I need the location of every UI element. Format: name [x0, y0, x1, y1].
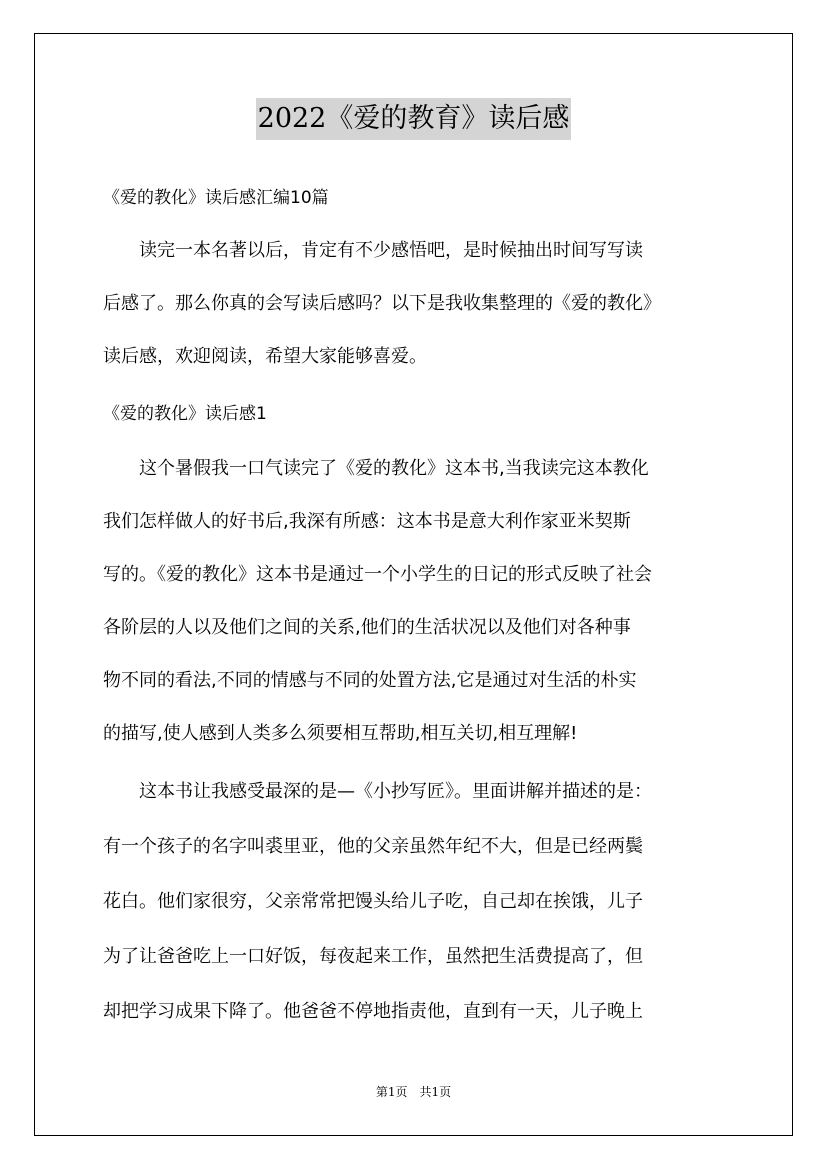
paragraph-line: 有一个孩子的名字叫裘里亚，他的父亲虽然年纪不大，但是已经两鬓 [103, 836, 643, 857]
paragraph-line: 的描写,使人感到人类多么须要相互帮助,相互关切,相互理解! [103, 723, 578, 744]
intro-line: 读完一本名著以后，肯定有不少感悟吧，是时候抽出时间写写读 [103, 240, 643, 261]
paragraph-line: 却把学习成果下降了。他爸爸不停地指责他，直到有一天，儿子晚上 [103, 1001, 643, 1022]
section-heading: 《爱的教化》读后感1 [103, 404, 267, 424]
paragraph-line: 这个暑假我一口气读完了《爱的教化》这本书,当我读完这本教化 [103, 458, 649, 479]
title-block [0, 98, 827, 140]
paragraph-line: 这本书让我感受最深的是—《小抄写匠》。里面讲解并描述的是： [103, 781, 652, 802]
paragraph-line: 为了让爸爸吃上一口好饭，每夜起来工作，虽然把生活费提高了，但 [103, 946, 643, 967]
page-footer [0, 1083, 827, 1100]
intro-line: 后感了。那么你真的会写读后感吗？以下是我收集整理的《爱的教化》 [103, 293, 661, 314]
page-number: 第1页 [375, 1085, 408, 1099]
subtitle: 《爱的教化》读后感汇编10篇 [103, 188, 329, 208]
paragraph-line: 物不同的看法,不同的情感与不同的处置方法,它是通过对生活的朴实 [103, 670, 637, 691]
paragraph-line: 我们怎样做人的好书后,我深有所感：这本书是意大利作家亚米契斯 [103, 511, 631, 532]
intro-line: 读后感，欢迎阅读，希望大家能够喜爱。 [103, 346, 427, 367]
document-title: 2022《爱的教育》读后感 [256, 98, 572, 140]
page-total: 共1页 [419, 1085, 452, 1099]
paragraph-line: 花白。他们家很穷，父亲常常把馒头给儿子吃，自己却在挨饿，儿子 [103, 891, 643, 912]
paragraph-line: 各阶层的人以及他们之间的关系,他们的生活状况以及他们对各种事 [103, 617, 631, 638]
paragraph-line: 写的。《爱的教化》这本书是通过一个小学生的日记的形式反映了社会 [103, 564, 652, 585]
